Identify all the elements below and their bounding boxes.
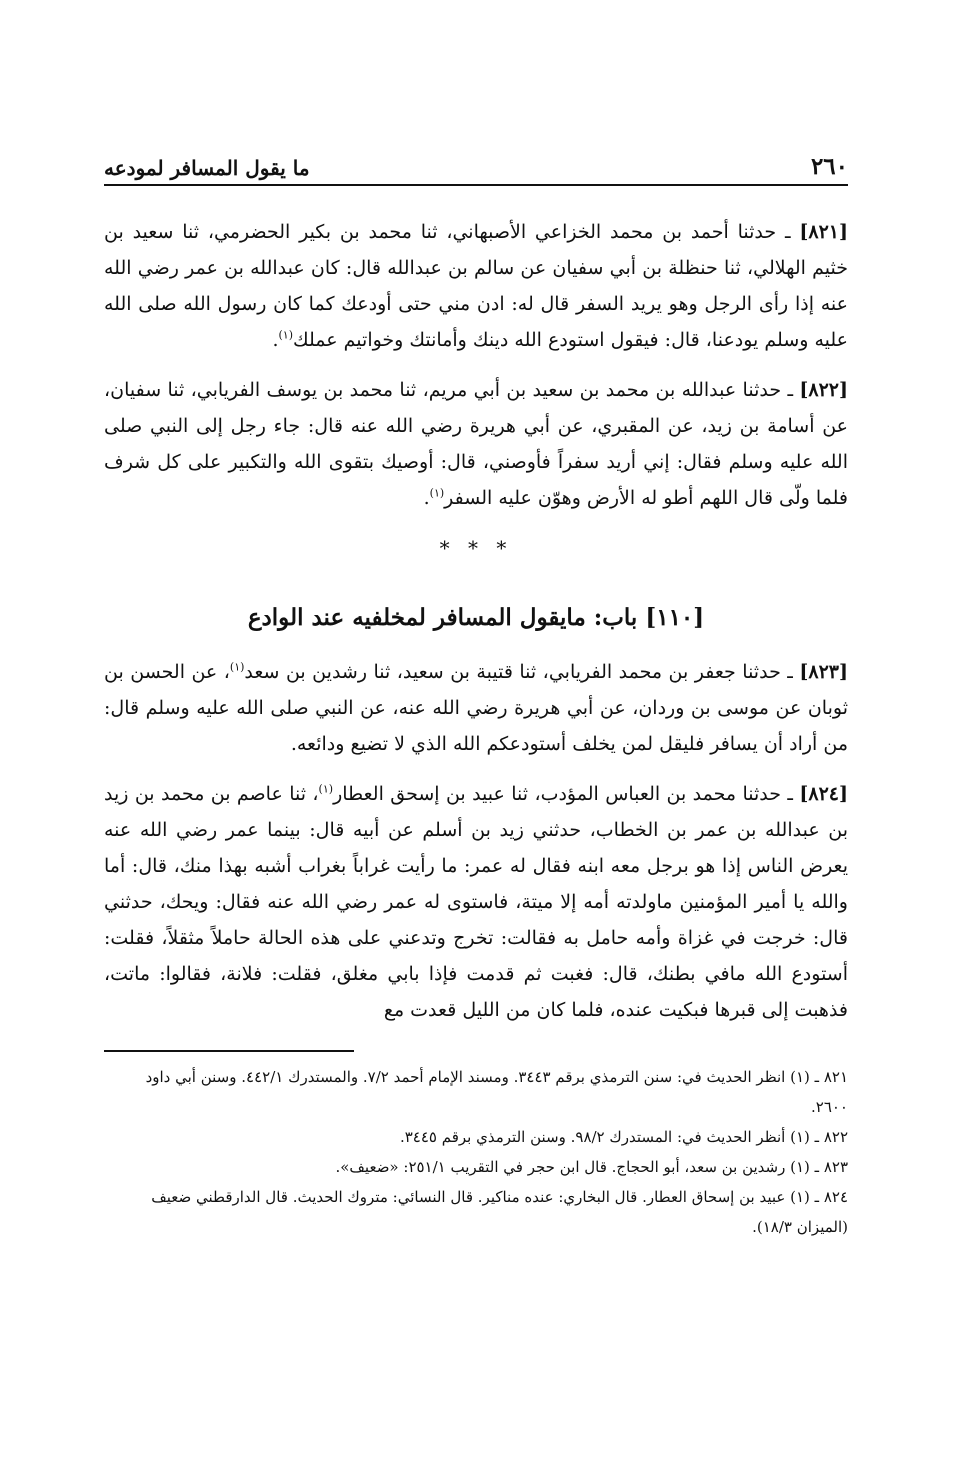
footnote-marker: (١) — [278, 328, 293, 342]
hadith-text-after: ، عن الحسن بن ثوبان عن موسى بن وردان، عن أبي هريرة رضي الله عنه، عن النبي صلى الله عليه وسلم قال: من أراد أن يسافر فليقل لمن يخلف أستودعكم الله الذي لا تضيع ودائعه. — [104, 661, 848, 755]
footnote-824: ٨٢٤ ـ (١) عبيد بن إسحاق العطار. قال البخاري: عنده مناكير. قال النسائي: متروك الحديث. قال الدارقطني ضعيف (الميزان ١٨/٣). — [151, 1188, 848, 1236]
footnote-822: ٨٢٢ ـ (١) أنظر الحديث في: المستدرك ٩٨/٢. وسنن الترمذي برقم ٣٤٤٥. — [399, 1128, 848, 1146]
hadith-text: ـ حدثنا أحمد بن محمد الخزاعي الأصبهاني، ثنا محمد بن بكير الحضرمي، ثنا سعيد بن خثيم الهلالي، ثنا حنظلة بن أبي سفيان عن سالم بن عبدالله قال: كان عبدالله بن عمر رضي الله عنه إذا رأى الرجل وهو يريد السفر قال له: ادن مني حتى أودعك كما كان رسول الله صلى الله عليه وسلم يودعنا، قال: فيقول استودع الله دينك وأمانتك وخواتيم عملك — [104, 221, 848, 351]
hadith-end: . — [272, 329, 279, 351]
page-number: ٢٦٠ — [810, 153, 848, 180]
hadith-822 — [104, 372, 848, 516]
footnote-divider — [104, 1050, 354, 1052]
footnote-marker: (١) — [318, 782, 334, 796]
hadith-821 — [104, 214, 848, 358]
hadith-824 — [104, 776, 848, 1028]
hadith-text-before: ـ حدثنا محمد بن العباس المؤدب، ثنا عبيد بن إسحق العطار — [333, 783, 793, 805]
hadith-number: [٨٢٤] — [799, 783, 848, 805]
page-header — [104, 140, 848, 186]
book-page — [104, 140, 848, 1242]
hadith-823 — [104, 654, 848, 762]
footnote-823: ٨٢٣ ـ (١) رشدين بن سعد، أبو الحجاج. قال ابن حجر في التقريب ٢٥١/١: «ضعيف». — [335, 1158, 848, 1176]
running-title: ما يقول المسافر لمودعه — [104, 156, 310, 180]
footnote-marker: (١) — [429, 486, 445, 500]
hadith-text: ـ حدثنا عبدالله بن محمد بن سعيد بن أبي مريم، ثنا محمد بن يوسف الفريابي، ثنا سفيان، عن أسامة بن زيد، عن المقبري، عن أبي هريرة رضي الله عنه قال: جاء رجل إلى النبي صلى الله عليه وسلم فقال: إني أريد سفراً فأوصني، قال: أوصيك بتقوى الله والتكبير على كل شرف فلما ولّى قال اللهم أطو له الأرض وهوّن عليه السفر — [104, 379, 848, 509]
footnote-821: ٨٢١ ـ (١) انظر الحديث في: سنن الترمذي برقم ٣٤٤٣. ومسند الإمام أحمد ٧/٢. والمستدرك ٤٤٢/١. وسنن أبي داود ٢٦٠٠. — [145, 1068, 848, 1116]
hadith-number: [٨٢١] — [799, 221, 848, 243]
chapter-title: [١١٠] باب: مايقول المسافر لمخلفيه عند الوادع — [247, 604, 705, 631]
hadith-number: [٨٢٣] — [799, 661, 848, 683]
footnotes — [104, 1062, 848, 1242]
hadith-number: [٨٢٢] — [799, 379, 848, 401]
body-text — [104, 214, 848, 1028]
hadith-text-before: ـ حدثنا جعفر بن محمد الفريابي، ثنا قتيبة بن سعيد، ثنا رشدين بن سعد — [244, 661, 793, 683]
hadith-end: . — [423, 487, 430, 509]
section-separator: * * * — [439, 536, 513, 560]
footnote-marker: (١) — [229, 660, 245, 674]
hadith-text-after: ، ثنا عاصم بن محمد بن زيد بن عبدالله بن عمر بن الخطاب، حدثني زيد بن أسلم عن أبيه قال: بينما عمر رضي الله عنه يعرض الناس إذا هو برجل معه ابنه فقال له عمر: ما رأيت غراباً بغراب أشبه بهذا منك، قال: أما والله يا أمير المؤمنين ماولدته أمه إلا ميتة، فاستوى له عمر رضي الله عنه فقال: ويحك، حدثني قال: خرجت في غزاة وأمه حامل به فقالت: تخرج وتدعني على هذه الحالة حاملاً مثقلاً، فقلت: أستودع الله مافي بطنك، قال: فغبت ثم قدمت فإذا بابي مغلق، فقلت: فلانة، فقالوا: ماتت، فذهبت إلى قبرها فبكيت عنده، فلما كان من الليل قعدت مع — [104, 783, 849, 1021]
